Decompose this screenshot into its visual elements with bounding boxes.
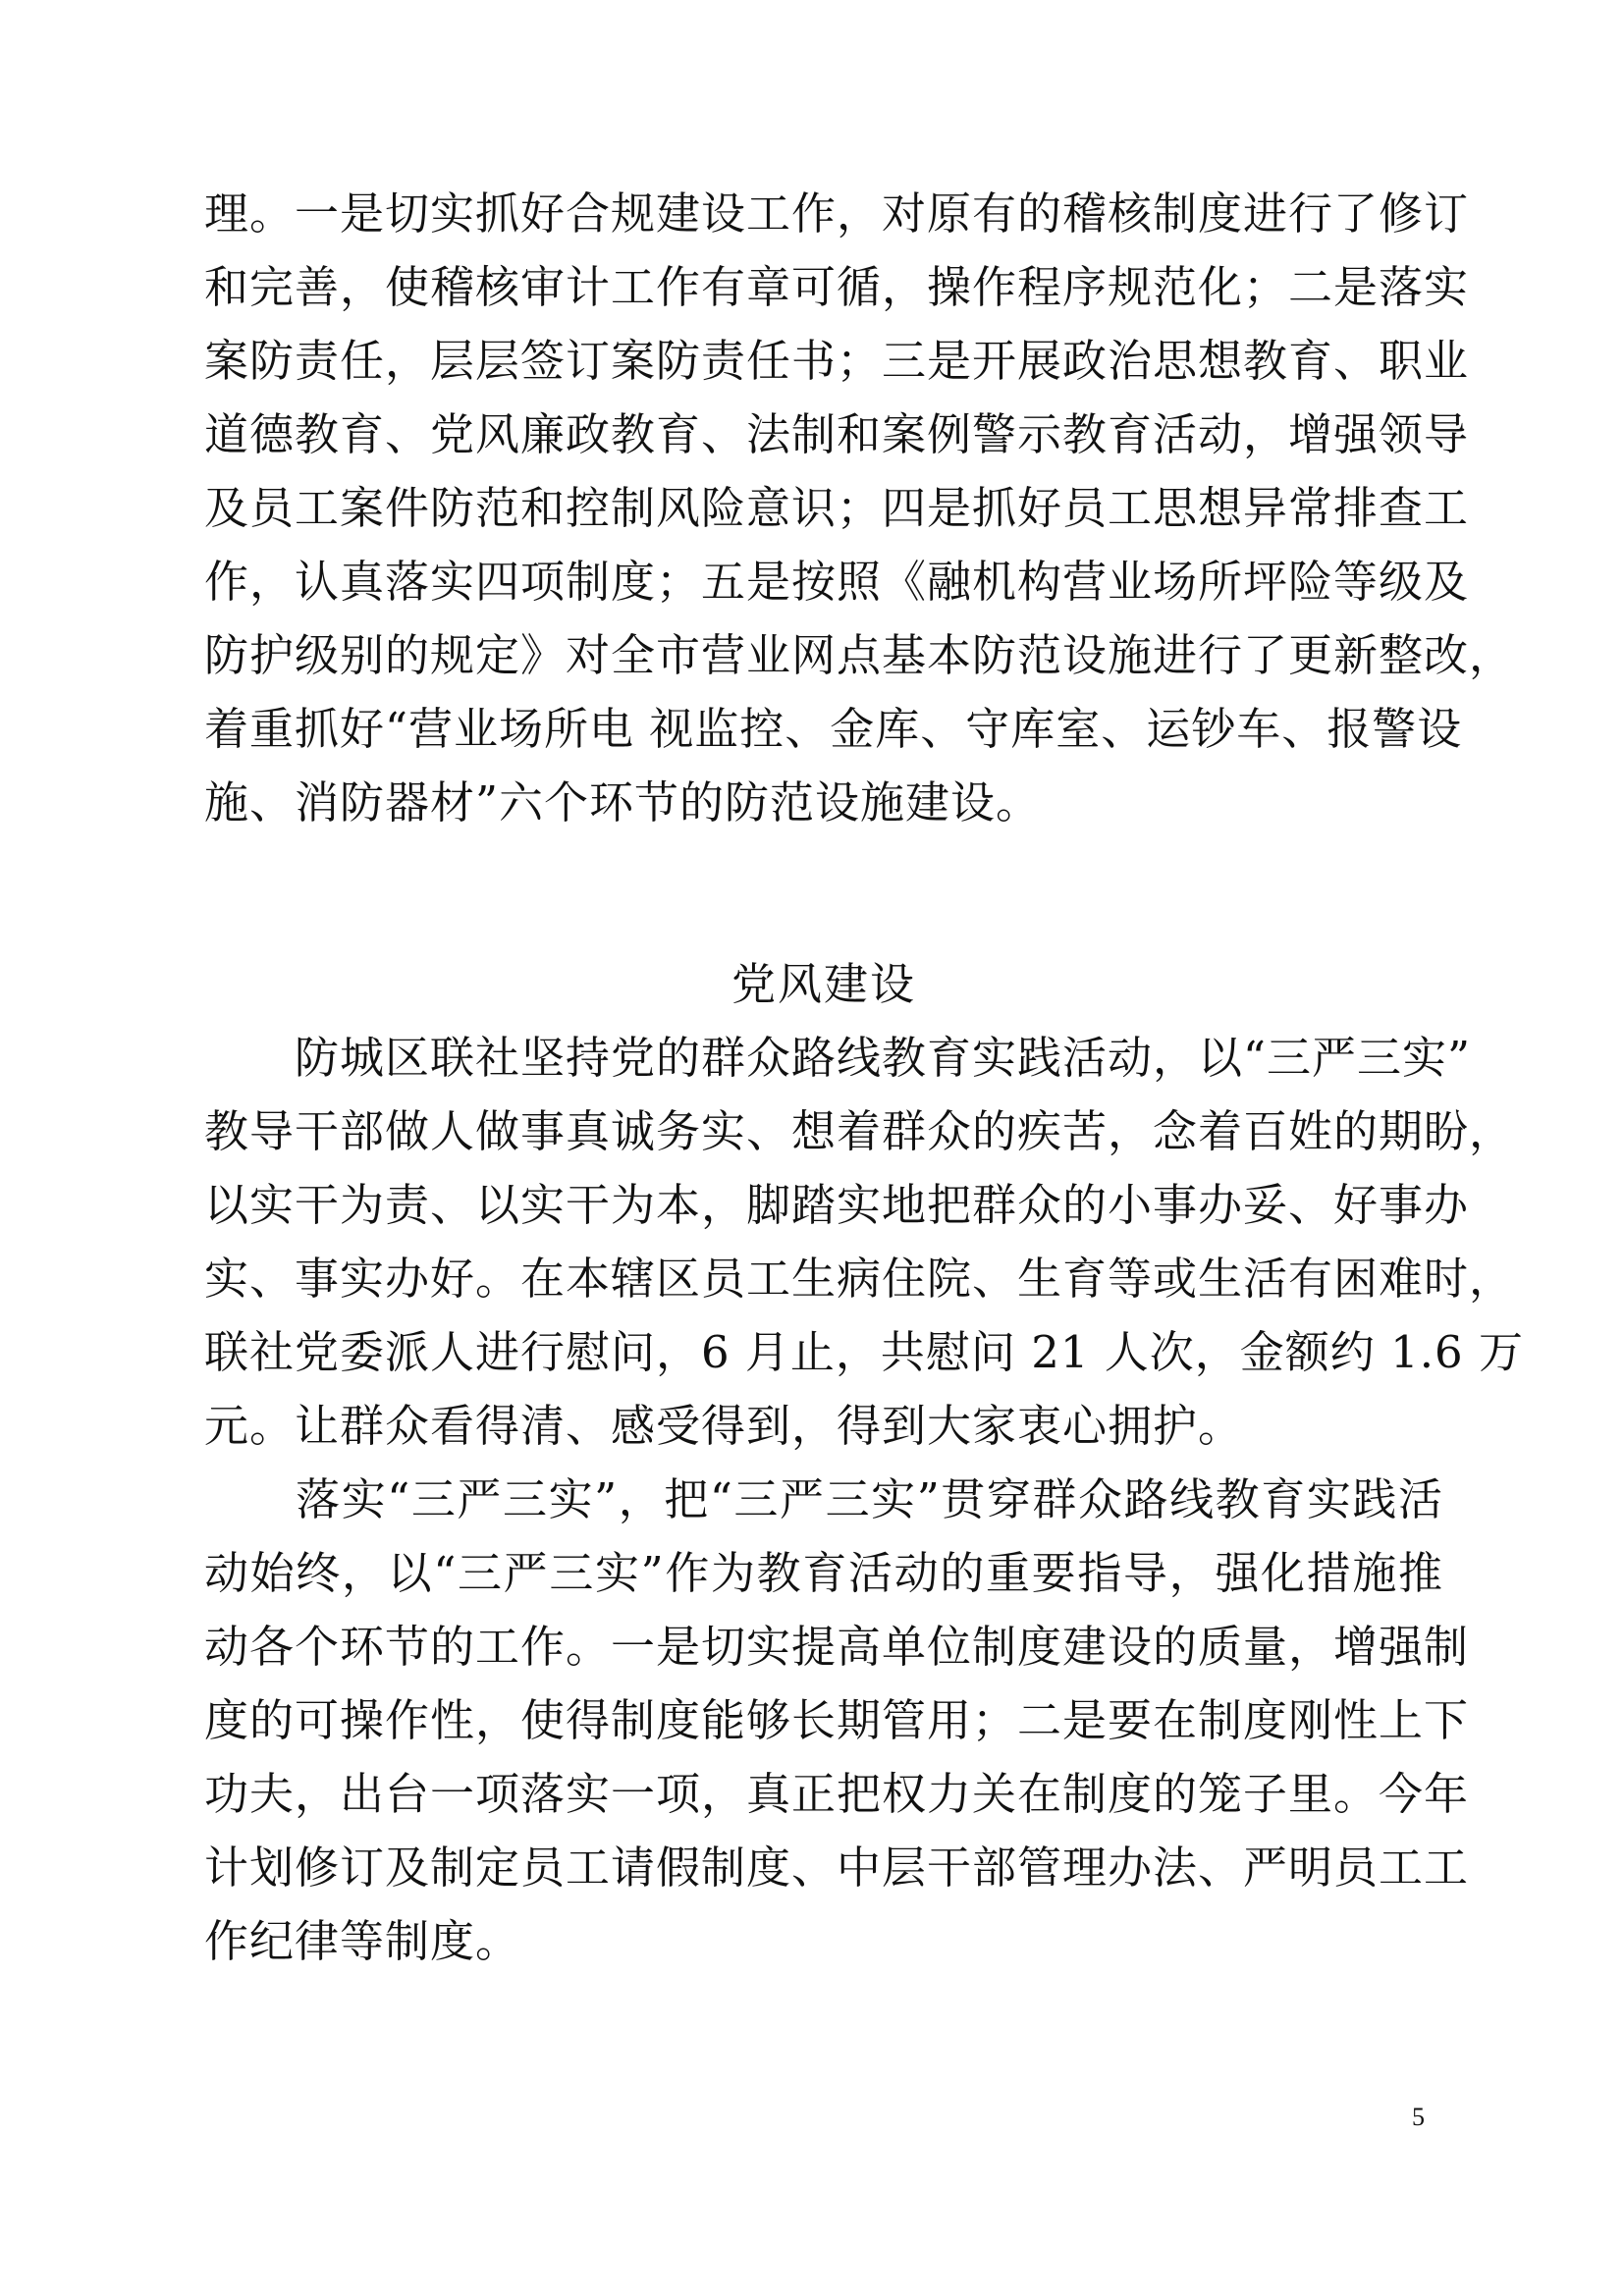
text-line: 作，认真落实四项制度；五是按照《融机构营业场所坪险等级及 (204, 556, 1470, 608)
text-line: 理。一是切实抓好合规建设工作，对原有的稽核制度进行了修订 (204, 187, 1470, 240)
text-line: 计划修订及制定员工请假制度、中层干部管理办法、严明员工工 (204, 1842, 1470, 1894)
text-line: 施、消防器材”六个环节的防范设施建设。 (204, 776, 1042, 828)
text-line: 案防责任，层层签订案防责任书；三是开展政治思想教育、职业 (204, 335, 1470, 387)
paragraph-three-strict (204, 1463, 1470, 1978)
text-line: 动各个环节的工作。一是切实提高单位制度建设的质量，增强制 (204, 1621, 1470, 1673)
text-line: 联社党委派人进行慰问，6 月止，共慰问 21 人次，金额约 1.6 万 (204, 1326, 1524, 1378)
text-line: 着重抓好“营业场所电 视监控、金库、守库室、运钞车、报警设 (204, 703, 1463, 755)
paragraph-compliance (204, 177, 1515, 839)
document-body (204, 177, 1524, 1978)
text-line: 落实“三严三实”，把“三严三实”贯穿群众路线教育实践活 (204, 1473, 1443, 1525)
text-line: 作纪律等制度。 (204, 1915, 521, 1967)
paragraph-party-line (204, 1021, 1524, 1463)
page-number: 5 (1412, 2103, 1425, 2131)
text-line: 度的可操作性，使得制度能够长期管用；二是要在制度刚性上下 (204, 1694, 1470, 1746)
text-line: 和完善，使稽核审计工作有章可循，操作程序规范化；二是落实 (204, 261, 1470, 313)
text-line: 道德教育、党风廉政教育、法制和案例警示教育活动，增强领导 (204, 408, 1470, 460)
section-heading: 党风建设 (731, 958, 916, 1010)
text-line: 元。让群众看得清、感受得到，得到大家衷心拥护。 (204, 1400, 1244, 1452)
text-line: 防护级别的规定》对全市营业网点基本防范设施进行了更新整改， (204, 629, 1515, 681)
section-spacer (204, 839, 1443, 947)
text-line: 以实干为责、以实干为本，脚踏实地把群众的小事办妥、好事办 (204, 1179, 1470, 1231)
text-line: 动始终，以“三严三实”作为教育活动的重要指导，强化措施推 (204, 1547, 1443, 1599)
text-line: 实、事实办好。在本辖区员工生病住院、生育等或生活有困难时， (204, 1253, 1515, 1305)
text-line: 及员工案件防范和控制风险意识；四是抓好员工思想异常排查工 (204, 482, 1470, 534)
text-line: 防城区联社坚持党的群众路线教育实践活动，以“三严三实” (204, 1032, 1472, 1084)
text-line: 功夫，出台一项落实一项，真正把权力关在制度的笼子里。今年 (204, 1768, 1470, 1820)
text-line: 教导干部做人做事真诚务实、想着群众的疾苦，念着百姓的期盼， (204, 1105, 1515, 1157)
